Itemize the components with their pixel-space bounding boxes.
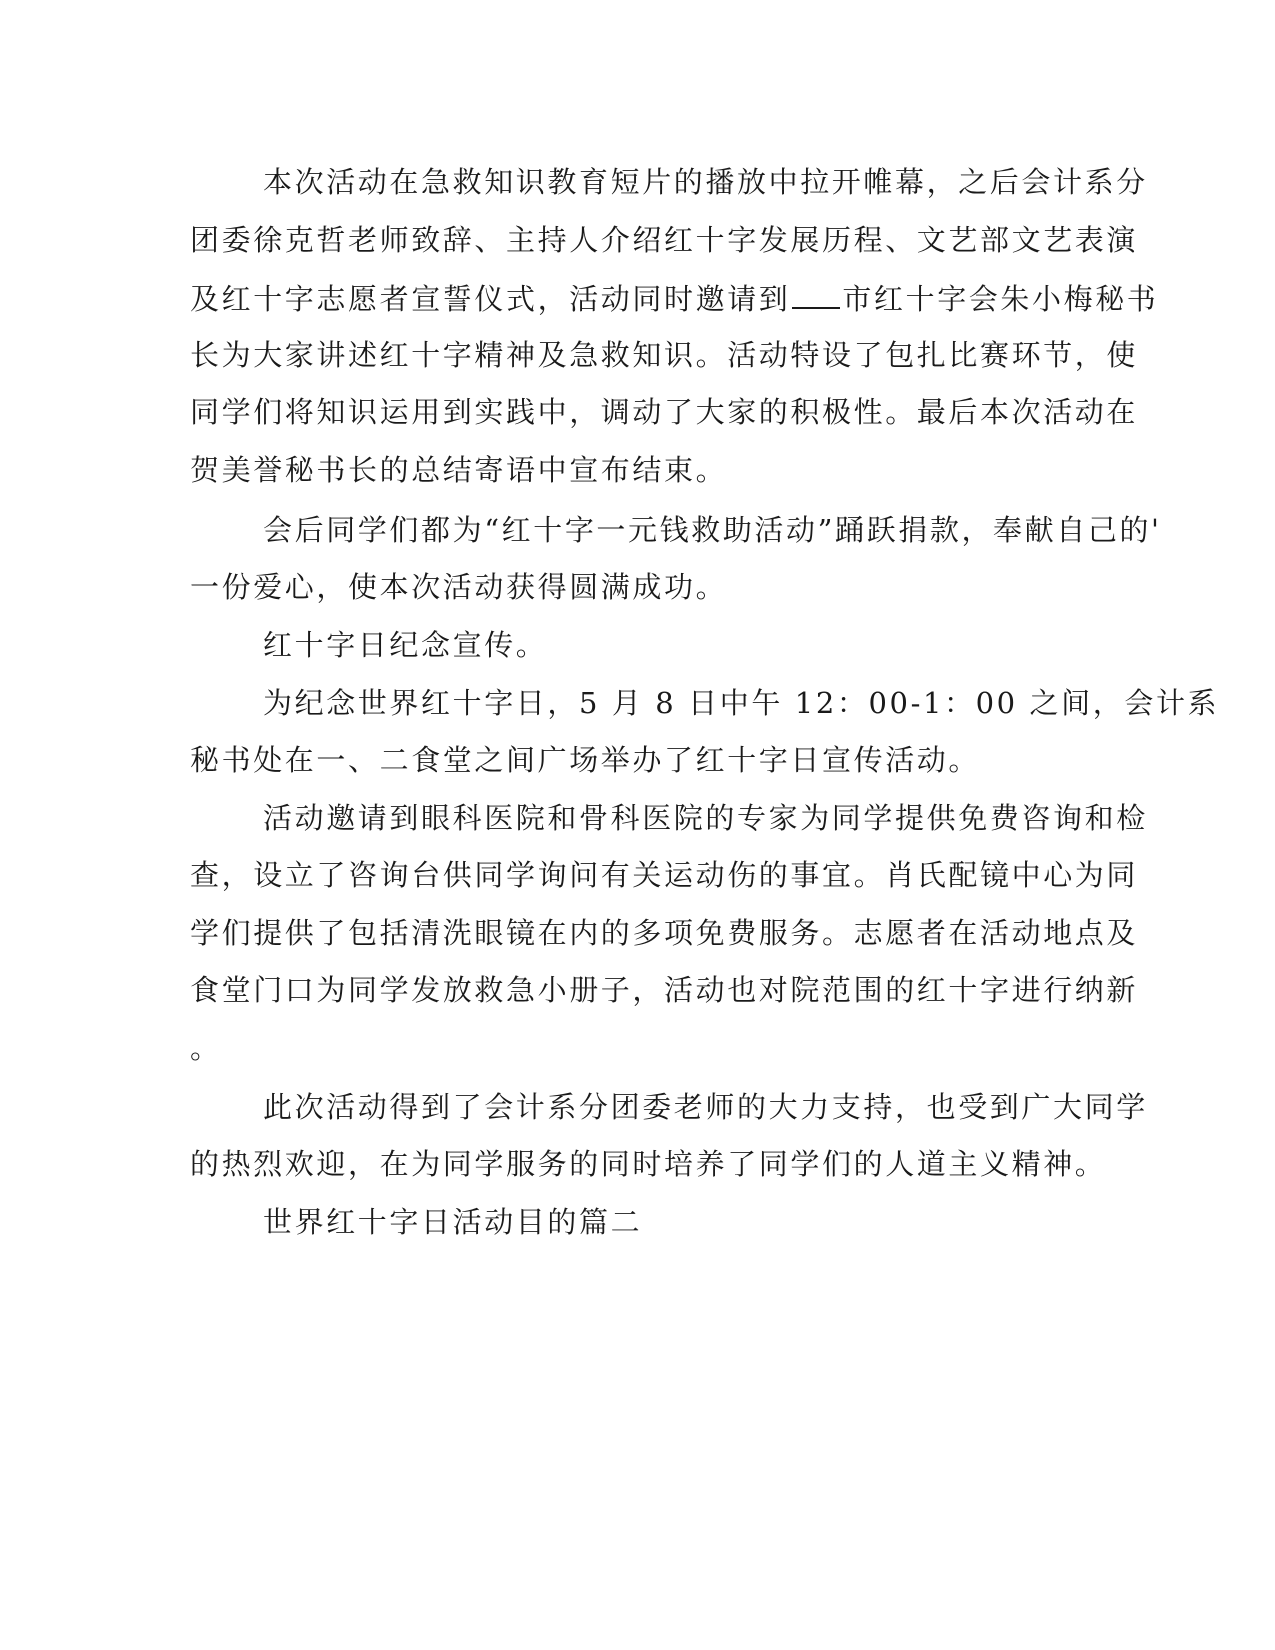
paragraph-1-line-3-after: 市红十字会朱小梅秘书	[842, 282, 1159, 316]
paragraph-1-line-4: 长为大家讲述红十字精神及急救知识。活动特设了包扎比赛环节，使	[190, 338, 1139, 372]
paragraph-5-line-3: 学们提供了包括清洗眼镜在内的多项免费服务。志愿者在活动地点及	[190, 916, 1139, 950]
paragraph-1-line-1: 本次活动在急救知识教育短片的播放中拉开帷幕，之后会计系分	[263, 165, 1148, 199]
paragraph-2-line-2: 一份爱心，使本次活动获得圆满成功。	[190, 570, 728, 604]
paragraph-1-line-3	[190, 277, 1159, 317]
paragraph-5-line-2: 查，设立了咨询台供同学询问有关运动伤的事宜。肖氏配镜中心为同	[190, 858, 1139, 892]
paragraph-1-line-2: 团委徐克哲老师致辞、主持人介绍红十字发展历程、文艺部文艺表演	[190, 223, 1139, 257]
paragraph-1-line-5: 同学们将知识运用到实践中，调动了大家的积极性。最后本次活动在	[190, 395, 1139, 429]
fill-in-blank	[792, 277, 840, 309]
paragraph-4-line-2: 秘书处在一、二食堂之间广场举办了红十字日宣传活动。	[190, 743, 981, 777]
paragraph-6-line-1: 此次活动得到了会计系分团委老师的大力支持，也受到广大同学	[263, 1090, 1148, 1124]
section-heading: 世界红十字日活动目的篇二	[263, 1205, 643, 1239]
paragraph-1-line-3-before: 及红十字志愿者宣誓仪式，活动同时邀请到	[190, 282, 791, 316]
paragraph-5-line-1: 活动邀请到眼科医院和骨科医院的专家为同学提供免费咨询和检	[263, 801, 1148, 835]
paragraph-4-line-1: 为纪念世界红十字日，5 月 8 日中午 12：00-1：00 之间，会计系	[263, 686, 1220, 720]
paragraph-5-line-5: 。	[190, 1031, 222, 1065]
paragraph-1-line-6: 贺美誉秘书长的总结寄语中宣布结束。	[190, 453, 728, 487]
paragraph-5-line-4: 食堂门口为同学发放救急小册子，活动也对院范围的红十字进行纳新	[190, 973, 1139, 1007]
paragraph-6-line-2: 的热烈欢迎，在为同学服务的同时培养了同学们的人道主义精神。	[190, 1147, 1107, 1181]
paragraph-3-line-1: 红十字日纪念宣传。	[263, 628, 548, 662]
paragraph-2-line-1: 会后同学们都为“红十字一元钱救助活动”踊跃捐款，奉献自己的'	[263, 513, 1162, 547]
